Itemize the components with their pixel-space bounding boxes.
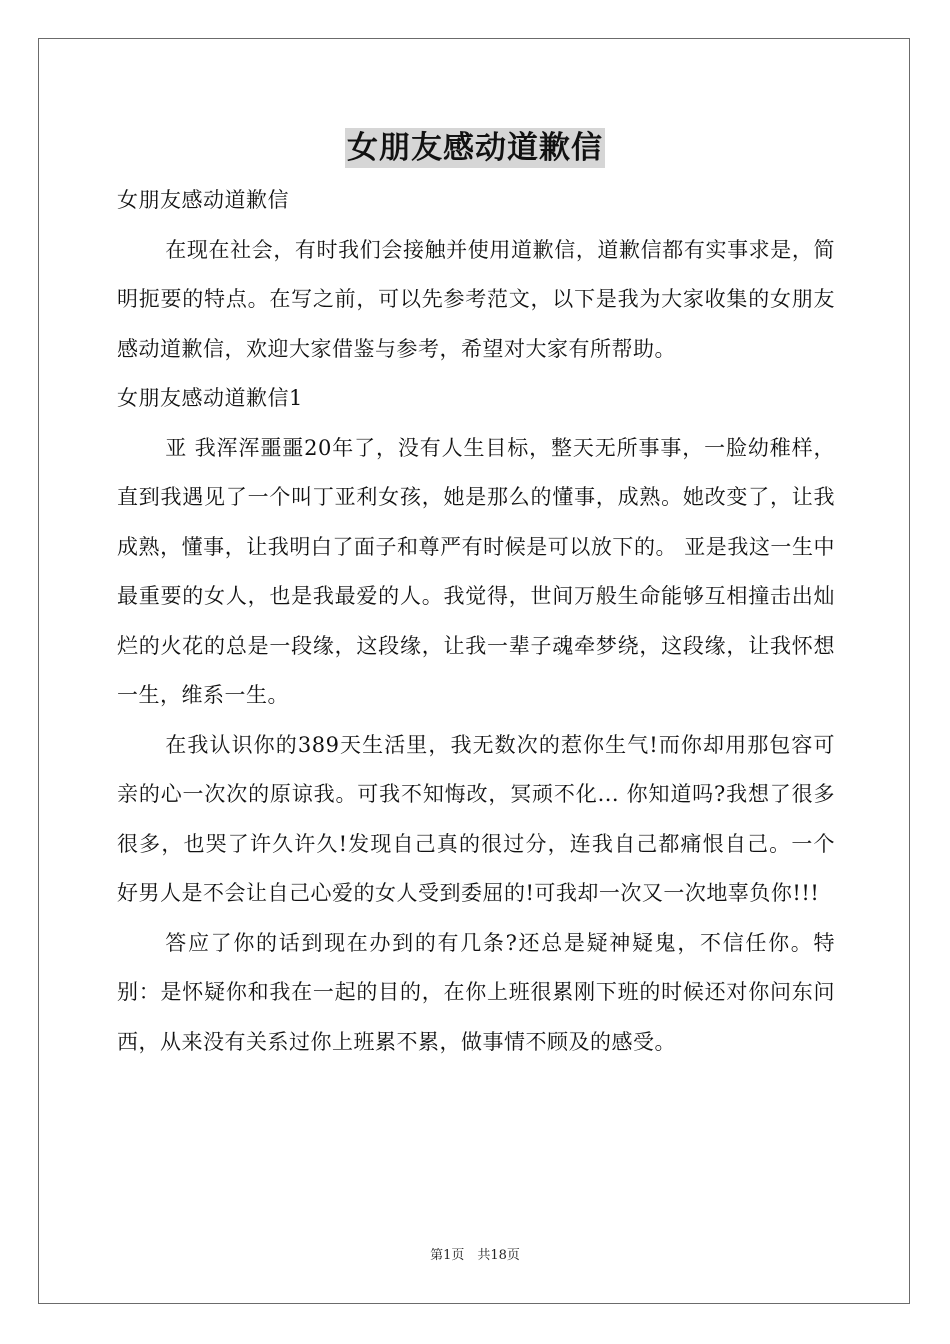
- section-heading: 女朋友感动道歉信1: [117, 386, 303, 410]
- document-body: [117, 176, 835, 1067]
- intro-paragraph: 在现在社会，有时我们会接触并使用道歉信，道歉信都有实事求是，简明扼要的特点。在写之前，可以先参考范文，以下是我为大家收集的女朋友感动道歉信，欢迎大家借鉴与参考，希望对大家有所帮助。: [117, 237, 835, 361]
- document-title: 女朋友感动道歉信: [347, 130, 603, 166]
- document-subtitle: 女朋友感动道歉信: [117, 188, 289, 212]
- page-footer: 第1页 共18页: [430, 1248, 520, 1263]
- title-container: [0, 128, 950, 168]
- body-paragraph-2: 在我认识你的389天生活里，我无数次的惹你生气!而你却用那包容可亲的心一次次的原谅我。可我不知悔改，冥顽不化... 你知道吗?我想了很多很多，也哭了许久许久!发现自己真的很过分，连我自己都痛恨自己。一个好男人是不会让自己心爱的女人受到委屈的!可我却一次又一次地辜负你!!!: [117, 732, 835, 905]
- body-paragraph-1: 亚 我浑浑噩噩20年了，没有人生目标，整天无所事事，一脸幼稚样，直到我遇见了一个叫丁亚利女孩，她是那么的懂事，成熟。她改变了，让我成熟，懂事，让我明白了面子和尊严有时候是可以放下的。 亚是我这一生中最重要的女人，也是我最爱的人。我觉得，世间万般生命能够互相撞击出灿烂的火花的总是一段缘，这段缘，让我一辈子魂牵梦绕，这段缘，让我怀想一生，维系一生。: [117, 435, 835, 707]
- body-paragraph-3: 答应了你的话到现在办到的有几条?还总是疑神疑鬼，不信任你。特别：是怀疑你和我在一起的目的，在你上班很累刚下班的时候还对你问东问西，从来没有关系过你上班累不累，做事情不顾及的感受。: [117, 930, 835, 1054]
